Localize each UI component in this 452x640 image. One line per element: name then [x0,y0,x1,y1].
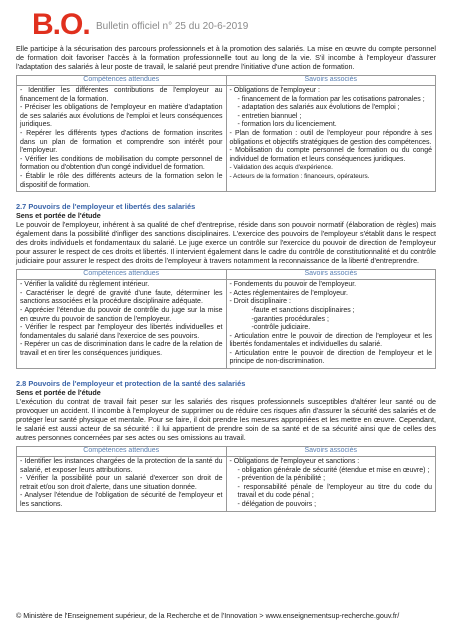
table-cell-line: - Obligations de l'employeur et sanctions : [229,458,360,466]
table-cell-line: - Actes réglementaires de l'employeur. [229,289,348,297]
table-cell-line: - Analyser l'étendue de l'obligation de sécurité de l'employeur et les sanctions. [20,492,223,509]
competences-cell [17,457,227,512]
column-header-savoirs: Savoirs associés [226,447,436,457]
table-cell-line: - Vérifier la validité du règlement intérieur. [20,281,150,289]
table-cell-line: - Articulation entre le pouvoir de direction de l'employeur et le principe de non-discrimination. [229,349,432,366]
table-cell-line: - Validation des acquis d'expérience. [229,164,333,172]
intro-paragraph: Elle participe à la sécurisation des parcours professionnels et à la promotion des salariés. La mise en œuvre du compte personnel de formation doit favoriser l'accès à la formation professionnelle tout au long de la vie. S'il incombe à l'employeur d'assurer l'adaptation des salariés à leur poste de travail, le salarié peut prendre l'initiative d'une action de formation. [16,44,436,71]
section-title: 2.8 Pouvoirs de l'employeur et protection de la santé des salariés [16,379,246,389]
table-cell-line: - Obligations de l'employeur : [229,87,320,94]
table-cell-line: - Vérifier les conditions de mobilisation du compte personnel de formation ou d'obtention d'un congé individuel de formation. [20,155,223,172]
table-cell-line: - entretien biannuel ; [237,112,302,120]
table-cell-line: - Acteurs de la formation : financeurs, opérateurs. [229,172,370,180]
table-cell-line: - Identifier les différentes contributions de l'employeur au financement de la formation. [20,87,223,103]
section-paragraph: Le pouvoir de l'employeur, inhérent à sa qualité de chef d'entreprise, réside dans son pouvoir normatif (élaboration de règles) mais également dans la possibilité d'infliger des sanctions disciplinaires. L'exercice des pouvoirs de l'employeur s'établit dans le respect des droits individuels et fondamentaux du salarié. Le juge exerce un contrôle sur l'exercice du pouvoir de direction de l'employeur pour assurer le respect de ces droits et libertés. Il intervient également dans le cadre du contrôle de constitutionnalité et du contrôle judiciaire pour assurer le respect des droits de l'employeur à travers notamment la reconnaissance de la liberté d'entreprendre. [16,220,436,266]
table-cell-line: - responsabilité pénale de l'employeur au titre du code du travail et du code pénal ; [237,483,432,500]
savoirs-cell [226,280,436,369]
section-title: 2.7 Pouvoirs de l'employeur et libertés des salariés [16,202,196,212]
bulletin-subtitle: Bulletin officiel n° 25 du 20-6-2019 [96,21,249,32]
table-cell-line: - Fondements du pouvoir de l'employeur. [229,281,357,289]
table-cell-line: - Caractériser le degré de gravité d'une faute, déterminer les sanctions associées et la procédure disciplinaire adéquate. [20,289,223,306]
column-header-competences: Compétences attendues [17,76,227,86]
competences-cell [17,86,227,192]
column-header-competences: Compétences attendues [17,447,227,457]
column-header-savoirs: Savoirs associés [226,270,436,280]
table-cell-line: -faute et sanctions disciplinaires ; [251,306,355,314]
table-cell-line: - Repérer un cas de discrimination dans le cadre de la relation de travail et en tirer les conséquences juridiques. [20,341,223,357]
table-cell-line: - Articulation entre le pouvoir de direction de l'employeur et les libertés fondamentales et individuelles du salarié. [229,332,432,349]
savoirs-cell [226,457,436,512]
savoirs-cell [226,86,436,192]
table-cell-line: - Identifier les instances chargées de la protection de la santé du salarié, et exposer leurs attributions. [20,458,223,474]
skills-table-formation [16,75,436,192]
footer-copyright: © Ministère de l'Enseignement supérieur, de la Recherche et de l'Innovation > www.enseignementsup-recherche.gouv.fr/ [16,611,400,620]
column-header-savoirs: Savoirs associés [226,76,436,86]
table-cell-line: - Plan de formation : outil de l'employeur pour répondre à ses obligations et objectifs stratégiques de gestion des compétences. [229,129,432,146]
table-cell-line: - Vérifier le respect par l'employeur des libertés individuelles et fondamentales du salarié dans l'exercice de ses pouvoirs. [20,324,223,340]
column-header-competences: Compétences attendues [17,270,227,280]
table-cell-line: - Mobilisation du compte personnel de formation ou du congé individuel de formation et leurs conséquences juridiques. [229,147,432,163]
table-cell-line: - Préciser les obligations de l'employeur en matière d'adaptation de ses salariés aux évolutions de l'emploi et leurs conséquences juridiques. [20,104,223,129]
table-cell-line: - adaptation des salariés aux évolutions de l'emploi ; [237,104,400,112]
table-cell-line: - Établir le rôle des différents acteurs de la formation selon le dispositif de formation. [20,172,223,189]
section-subtitle: Sens et portée de l'étude [16,211,101,221]
competences-cell [17,280,227,369]
table-cell-line: - Repérer les différents types d'actions de formation inscrites dans un plan de formation et comprendre son intérêt pour l'employeur. [20,129,223,155]
table-cell-line: - obligation générale de sécurité (étendue et mise en œuvre) ; [237,466,430,474]
table-cell-line: - prévention de la pénibilité ; [237,475,326,483]
bulletin-header [16,0,436,44]
table-cell-line: -contrôle judiciaire. [251,324,311,332]
bo-logo: B.O. [32,8,90,41]
section-subtitle: Sens et portée de l'étude [16,388,101,398]
section-paragraph: L'exécution du contrat de travail fait peser sur les salariés des risques professionnels susceptibles d'altérer leur santé ou de provoquer un accident. Il incombe à l'employeur de supprimer ou de réduire ces risques afin d'assurer la sécurité des salariés et de protéger leur santé physique et mentale. Pour se faire, il doit prendre les mesures appropriées et les mettre en œuvre. Cependant, le salarié est aussi acteur de sa sécurité : il lui appartient de prendre soin de sa santé et de sa sécurité ainsi que de celles des autres personnes concernées par ses actes ou ses omissions au travail. [16,397,436,443]
table-cell-line: -garanties procédurales ; [251,315,329,323]
table-cell-line: - financement de la formation par les cotisations patronales ; [237,95,425,103]
skills-table-pouvoirs [16,269,436,369]
table-cell-line: - Vérifier la possibilité pour un salarié d'exercer son droit de retrait et/ou son droit d'alerte, dans une situation donnée. [20,475,223,491]
table-cell-line: - délégation de pouvoirs ; [237,501,317,509]
skills-table-sante [16,446,436,512]
table-cell-line: - Droit disciplinaire : [229,298,291,306]
table-cell-line: - formation lors du licenciement. [237,121,337,129]
table-cell-line: - Apprécier l'étendue du pouvoir de contrôle du juge sur la mise en œuvre du pouvoir de sanction de l'employeur. [20,306,223,323]
